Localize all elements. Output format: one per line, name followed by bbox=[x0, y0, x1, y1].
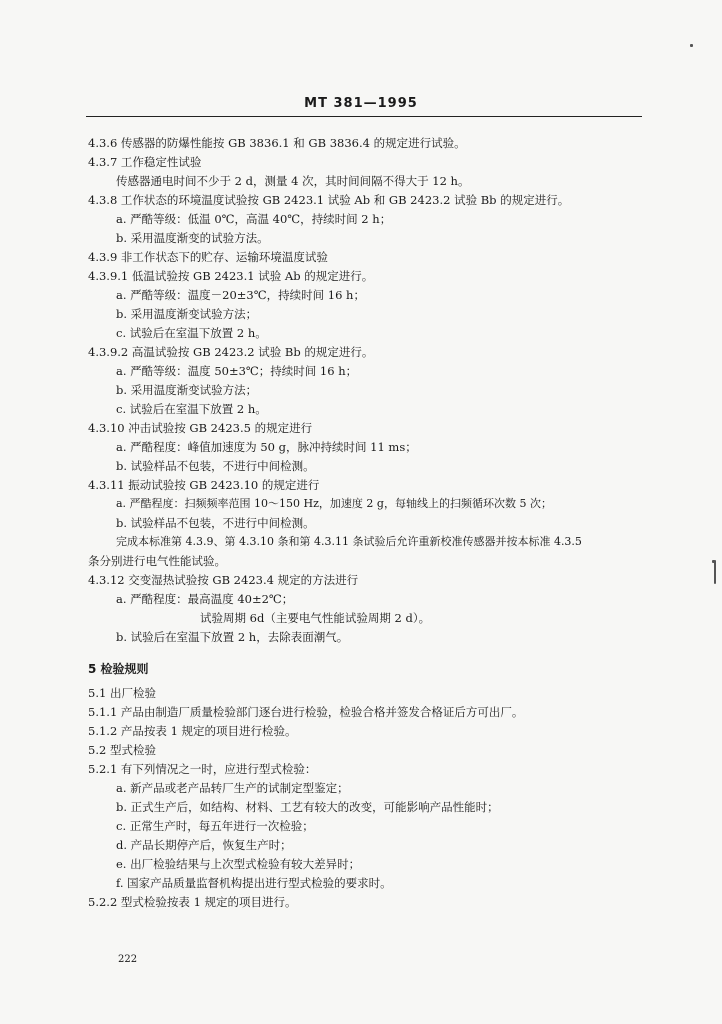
list-item: c. 正常生产时，每五年进行一次检验； bbox=[116, 819, 314, 833]
clause-4-3-11: 4.3.11 振动试验按 GB 2423.10 的规定进行 bbox=[88, 478, 320, 492]
clause-4-3-9: 4.3.9 非工作状态下的贮存、运输环境温度试验 bbox=[88, 250, 328, 264]
paragraph: 完成本标准第 4.3.9、第 4.3.10 条和第 4.3.11 条试验后允许重新校准传感器并按本标准 4.3.5 bbox=[116, 535, 582, 548]
list-item: b. 试验样品不包装，不进行中间检测。 bbox=[116, 516, 315, 530]
clause-5-2-2: 5.2.2 型式检验按表 1 规定的项目进行。 bbox=[88, 895, 297, 909]
clause-5-2-1: 5.2.1 有下列情况之一时，应进行型式检验： bbox=[88, 762, 317, 776]
paragraph: 传感器通电时间不少于 2 d，测量 4 次，其时间间隔不得大于 12 h。 bbox=[116, 174, 470, 188]
paragraph-continuation: 条分别进行电气性能试验。 bbox=[88, 554, 226, 568]
list-item: f. 国家产品质量监督机构提出进行型式检验的要求时。 bbox=[116, 876, 392, 890]
header-rule bbox=[86, 116, 642, 117]
scan-speck bbox=[714, 560, 716, 584]
clause-4-3-9-1: 4.3.9.1 低温试验按 GB 2423.1 试验 Ab 的规定进行。 bbox=[88, 269, 374, 283]
list-item: a. 严酷程度：峰值加速度为 50 g，脉冲持续时间 11 ms； bbox=[116, 440, 417, 454]
list-item: a. 新产品或老产品转厂生产的试制定型鉴定； bbox=[116, 781, 349, 795]
clause-5-1-2: 5.1.2 产品按表 1 规定的项目进行检验。 bbox=[88, 724, 297, 738]
clause-4-3-6: 4.3.6 传感器的防爆性能按 GB 3836.1 和 GB 3836.4 的规定进行试验。 bbox=[88, 136, 466, 150]
list-item: b. 采用温度渐变试验方法； bbox=[116, 307, 258, 321]
clause-4-3-12: 4.3.12 交变湿热试验按 GB 2423.4 规定的方法进行 bbox=[88, 573, 359, 587]
list-item: a. 严酷等级：温度－20±3℃，持续时间 16 h； bbox=[116, 288, 365, 302]
clause-5-1-1: 5.1.1 产品由制造厂质量检验部门逐台进行检验，检验合格并签发合格证后方可出厂。 bbox=[88, 705, 524, 719]
list-item: b. 采用温度渐变试验方法； bbox=[116, 383, 258, 397]
list-item: c. 试验后在室温下放置 2 h。 bbox=[116, 402, 267, 416]
list-item: b. 采用温度渐变的试验方法。 bbox=[116, 231, 269, 245]
list-item-continuation: 试验周期 6d（主要电气性能试验周期 2 d）。 bbox=[200, 611, 431, 625]
clause-5-1: 5.1 出厂检验 bbox=[88, 686, 156, 700]
list-item: b. 试验样品不包装，不进行中间检测。 bbox=[116, 459, 315, 473]
clause-4-3-9-2: 4.3.9.2 高温试验按 GB 2423.2 试验 Bb 的规定进行。 bbox=[88, 345, 374, 359]
list-item: d. 产品长期停产后，恢复生产时； bbox=[116, 838, 292, 852]
list-item: b. 试验后在室温下放置 2 h，去除表面潮气。 bbox=[116, 630, 349, 644]
page-header: MT 381—1995 bbox=[304, 96, 418, 111]
page-number: 222 bbox=[118, 954, 138, 965]
clause-4-3-8: 4.3.8 工作状态的环境温度试验按 GB 2423.1 试验 Ab 和 GB 2423.2 试验 Bb 的规定进行。 bbox=[88, 193, 570, 207]
clause-4-3-10: 4.3.10 冲击试验按 GB 2423.5 的规定进行 bbox=[88, 421, 313, 435]
clause-4-3-7: 4.3.7 工作稳定性试验 bbox=[88, 155, 202, 169]
list-item: a. 严酷程度：扫频频率范围 10～150 Hz，加速度 2 g，每轴线上的扫频循环次数 5 次； bbox=[116, 497, 552, 510]
list-item: a. 严酷程度：最高温度 40±2℃； bbox=[116, 592, 294, 606]
clause-5-2: 5.2 型式检验 bbox=[88, 743, 156, 757]
list-item: a. 严酷等级：温度 50±3℃；持续时间 16 h； bbox=[116, 364, 358, 378]
scan-speck bbox=[690, 44, 693, 47]
section-heading: 5 检验规则 bbox=[88, 662, 149, 676]
list-item: b. 正式生产后，如结构、材料、工艺有较大的改变，可能影响产品性能时； bbox=[116, 800, 499, 814]
list-item: c. 试验后在室温下放置 2 h。 bbox=[116, 326, 267, 340]
list-item: e. 出厂检验结果与上次型式检验有较大差异时； bbox=[116, 857, 361, 871]
list-item: a. 严酷等级：低温 0℃，高温 40℃，持续时间 2 h； bbox=[116, 212, 392, 226]
